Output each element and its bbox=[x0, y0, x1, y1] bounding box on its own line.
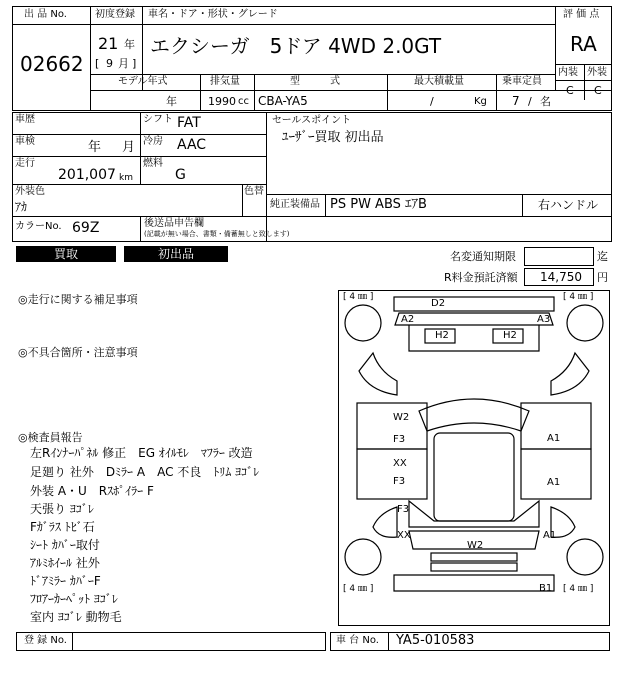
inspector-line: 室内 ﾖｺﾞﾚ 動物毛 bbox=[30, 610, 122, 624]
mark-h2-right: H2 bbox=[503, 330, 517, 341]
displacement-value: 1990 bbox=[208, 95, 236, 108]
car-name: エクシーガ 5ドア 4WD 2.0GT bbox=[150, 34, 442, 58]
grade-label: 評 価 点 bbox=[563, 9, 600, 20]
inspection-month-unit: 月 bbox=[122, 140, 136, 155]
equipment-value: PS PW ABS ｴｱB bbox=[330, 197, 427, 212]
inspector-line: ﾌﾛｱｰｶｰﾍﾟｯﾄ ﾖｺﾞﾚ bbox=[30, 592, 118, 606]
fuel-label: 燃料 bbox=[143, 158, 163, 169]
inspector-line: ｼｰﾄ ｶﾊﾞｰ取付 bbox=[30, 538, 100, 552]
recycle-value: 14,750 bbox=[540, 270, 582, 284]
inspector-line: 左Rｲﾝﾅｰﾊﾟﾈﾙ 修正 EG ｵｲﾙﾓﾚ ﾏﾌﾗｰ 改造 bbox=[30, 446, 253, 460]
tire-depth-front-right: [ 4 ㎜ ] bbox=[563, 292, 594, 302]
inspector-line: 外装 A・U Rｽﾎﾟｲﾗｰ F bbox=[30, 484, 154, 498]
after-note: (記載が無い場合、書類・備蓄無しと致します) bbox=[144, 230, 290, 238]
capacity-unit: 名 bbox=[540, 95, 551, 108]
mark-a2: A2 bbox=[401, 314, 415, 325]
capacity-sep: / bbox=[528, 95, 532, 108]
inspection-label: 車検 bbox=[15, 136, 35, 147]
reg-year: 21 bbox=[98, 34, 119, 53]
mark-a3: A3 bbox=[537, 314, 551, 325]
history-label: 車歴 bbox=[15, 114, 35, 125]
lot-number: 02662 bbox=[20, 52, 84, 76]
mark-w2-rear: W2 bbox=[467, 540, 484, 551]
tire-rear-left bbox=[345, 539, 381, 575]
sales-point-label: セールスポイント bbox=[272, 115, 352, 126]
inspection-year-unit: 年 bbox=[88, 140, 102, 155]
mark-f3-front-left: F3 bbox=[393, 434, 406, 445]
reg-month: 9 bbox=[106, 57, 113, 70]
lot-label: 出 品 No. bbox=[24, 9, 67, 20]
mark-h2-left: H2 bbox=[435, 330, 449, 341]
mark-xx-mid-left: XX bbox=[393, 458, 407, 469]
tire-front-right bbox=[567, 305, 603, 341]
mark-f3-rear-left: F3 bbox=[397, 504, 410, 515]
mileage-unit: km bbox=[119, 173, 133, 183]
exterior-color-label: 外装色 bbox=[15, 186, 45, 197]
car-outline bbox=[339, 291, 609, 625]
reg-year-unit: 年 bbox=[124, 38, 135, 51]
type-value: CBA-YA5 bbox=[258, 94, 308, 108]
mark-w2-front: W2 bbox=[393, 412, 410, 423]
recycle-unit: 円 bbox=[597, 271, 608, 284]
recycle-label: R料金預託済額 bbox=[444, 271, 518, 284]
inspector-line: ﾄﾞｱﾐﾗｰ ｶﾊﾞｰF bbox=[30, 574, 101, 588]
type-label: 型 式 bbox=[290, 76, 340, 87]
equipment-label: 純正装備品 bbox=[270, 199, 320, 210]
mileage-label: 走行 bbox=[15, 158, 35, 169]
reg-month-unit: 月 bbox=[118, 57, 129, 70]
inspector-title: ◎検査員報告 bbox=[18, 431, 83, 444]
after-label: 後送品申告欄 bbox=[144, 218, 204, 229]
reg-number-label: 登 録 No. bbox=[24, 635, 67, 646]
inspector-line: 天張り ﾖｺﾞﾚ bbox=[30, 502, 94, 516]
tire-front-left bbox=[345, 305, 381, 341]
model-year-unit: 年 bbox=[166, 95, 177, 108]
ac-value: AAC bbox=[177, 137, 207, 153]
max-load-label: 最大積載量 bbox=[414, 76, 464, 87]
shift-value: FAT bbox=[177, 115, 201, 131]
mark-b1: B1 bbox=[539, 583, 553, 594]
deadline-unit: 迄 bbox=[597, 250, 608, 263]
displacement-label: 排気量 bbox=[210, 76, 240, 87]
damage-diagram bbox=[338, 290, 610, 626]
max-load-unit: Kg bbox=[474, 96, 487, 107]
shift-label: シフト bbox=[143, 114, 173, 125]
tire-depth-rear-right: [ 4 ㎜ ] bbox=[563, 584, 594, 594]
tag-purchase: 買取 bbox=[16, 246, 116, 262]
capacity-value: 7 bbox=[512, 94, 520, 108]
handle-value: 右ハンドル bbox=[538, 198, 599, 212]
model-year-label: モデル年式 bbox=[118, 76, 168, 87]
exterior-color-value: ｱｶ bbox=[15, 200, 28, 214]
mark-xx-rear-left: XX bbox=[397, 530, 411, 541]
mark-d2: D2 bbox=[431, 298, 446, 309]
mark-a1-front-right: A1 bbox=[547, 433, 561, 444]
first-reg-label: 初度登録 bbox=[95, 9, 135, 20]
capacity-label: 乗車定員 bbox=[502, 76, 542, 87]
exterior-label: 外装 bbox=[587, 67, 607, 78]
chassis-number-value: YA5-010583 bbox=[396, 633, 475, 648]
displacement-unit: cc bbox=[238, 96, 249, 107]
fuel-value: G bbox=[175, 167, 186, 183]
inspector-line: ｱﾙﾐﾎｲｰﾙ 社外 bbox=[30, 556, 100, 570]
color-change-label: 色替 bbox=[244, 186, 264, 197]
max-load-sep: / bbox=[430, 95, 434, 108]
tire-rear-right bbox=[567, 539, 603, 575]
mileage-value: 201,007 bbox=[58, 167, 116, 183]
deadline-box bbox=[524, 247, 594, 266]
mark-a1-rear-right: A1 bbox=[543, 530, 557, 541]
supplement-title: ◎走行に関する補足事項 bbox=[18, 293, 138, 306]
exterior-grade: C bbox=[594, 84, 602, 97]
tire-depth-front-left: [ 4 ㎜ ] bbox=[343, 292, 374, 302]
color-no-value: 69Z bbox=[72, 220, 100, 236]
grade-value: RA bbox=[570, 32, 597, 56]
car-name-label: 車名・ドア・形状・グレード bbox=[148, 9, 278, 20]
deadline-label: 名変通知期限 bbox=[450, 250, 516, 263]
tag-first-listing: 初出品 bbox=[124, 246, 228, 262]
chassis-number-label: 車 台 No. bbox=[336, 635, 379, 646]
mark-f3-mid-left: F3 bbox=[393, 476, 406, 487]
defects-title: ◎不具合箇所・注意事項 bbox=[18, 346, 138, 359]
tire-depth-rear-left: [ 4 ㎜ ] bbox=[343, 584, 374, 594]
interior-label: 内装 bbox=[558, 67, 578, 78]
ac-label: 冷房 bbox=[143, 136, 163, 147]
header-frame bbox=[12, 6, 612, 111]
mark-a1-mid-right: A1 bbox=[547, 477, 561, 488]
interior-grade: C bbox=[566, 84, 574, 97]
inspector-line: 足廻り 社外 Dﾐﾗｰ A AC 不良 ﾄﾘﾑ ﾖｺﾞﾚ bbox=[30, 465, 260, 479]
sales-point-value: ﾕｰｻﾞｰ買取 初出品 bbox=[282, 130, 384, 145]
color-no-label: カラーNo. bbox=[15, 221, 62, 232]
inspector-line: Fｶﾞﾗｽ ﾄﾋﾞ石 bbox=[30, 520, 95, 534]
